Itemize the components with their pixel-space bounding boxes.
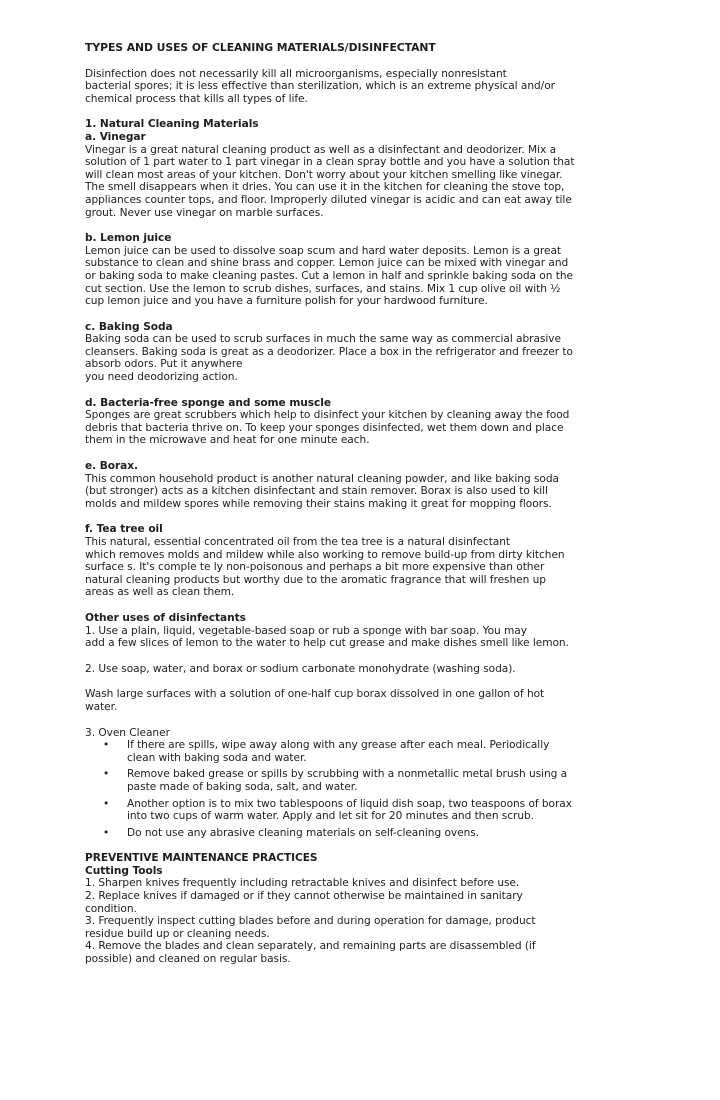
list-item: • Remove baked grease or spills by scrubbing with a nonmetallic metal brush using a paste made of baking soda, salt, and water. — [103, 768, 568, 793]
list-item: • Another option is to mix two tablespoons of liquid dish soap, two teaspoons of borax into two cups of warm water. Apply and let sit for 20 minutes and then scrub. — [103, 797, 572, 823]
section-heading-other-uses: Other uses of disinfectants — [85, 611, 246, 624]
material-body: This natural, essential concentrated oil from the tea tree is a natural disinfectant which removes molds and mildew while also working to remove build-up from dirty kitchen surface s. It's comple te ly non-poisonous and perhaps a bit more expensive than other natural cleaning products but worthy due to the aromatic fragrance that will freshen up areas as well as clean them. — [85, 536, 565, 599]
oven-cleaner-heading: 3. Oven Cleaner — [85, 726, 170, 739]
material-body: Sponges are great scrubbers which help to disinfect your kitchen by cleaning away the food debris that bacteria thrive on. To keep your sponges disinfected, wet them down and place them in the microwave and heat for one minute each. — [85, 409, 570, 447]
oven-cleaner-list — [85, 739, 645, 839]
list-item: • If there are spills, wipe away along with any grease after each meal. Periodically clean with baking soda and water. — [103, 739, 550, 764]
material-heading: d. Bacteria-free sponge and some muscle — [85, 396, 331, 409]
bullet-icon: • — [103, 739, 110, 752]
subheading-cutting-tools: Cutting Tools — [85, 864, 163, 877]
other-use-item-2: 2. Use soap, water, and borax or sodium carbonate monohydrate (washing soda). — [85, 662, 516, 675]
material-borax — [85, 460, 645, 510]
material-lemon-juice — [85, 232, 645, 308]
material-body: Lemon juice can be used to dissolve soap scum and hard water deposits. Lemon is a great substance to clean and shine brass and copper. Lemon juice can be mixed with vinegar and or baking soda to make cleaning pastes. Cut a lemon in half and sprinkle baking soda on the cut section. Use the lemon to scrub dishes, surfaces, and stains. Mix 1 cup olive oil with ½ cup lemon juice and you have a furniture polish for your hardwood furniture. — [85, 244, 573, 308]
document-page — [85, 42, 645, 966]
bullet-icon: • — [103, 826, 110, 839]
material-heading: c. Baking Soda — [85, 320, 173, 333]
material-tea-tree-oil — [85, 523, 645, 599]
cutting-tools-item: 4. Remove the blades and clean separately, and remaining parts are disassembled (if possible) and cleaned on regular basis. — [85, 940, 536, 966]
material-body: This common household product is another natural cleaning powder, and like baking soda (but stronger) acts as a kitchen disinfectant and stain remover. Borax is also used to kill molds and mildew spores while removing their stains making it great for mopping floors. — [85, 472, 559, 510]
material-body: Vinegar is a great natural cleaning product as well as a disinfectant and deodorizer. Mix a solution of 1 part water to 1 part vinegar in a clean spray bottle and you have a solution that will clean most areas of your kitchen. Don't worry about your kitchen smelling like vinegar. The smell disappears when it dries. You can use it in the kitchen for cleaning the stove top, appliances counter tops, and floor. Improperly diluted vinegar is acidic and can eat away tile grout. Never use vinegar on marble surfaces. — [85, 143, 575, 219]
cutting-tools-item: 1. Sharpen knives frequently including retractable knives and disinfect before use. — [85, 877, 520, 890]
material-sponge — [85, 397, 645, 447]
material-heading: f. Tea tree oil — [85, 523, 163, 536]
intro-paragraph: Disinfection does not necessarily kill all microorganisms, especially nonresistant bacterial spores; it is less effective than sterilization, which is an extreme physical and/or chemical process that kills all types of life. — [85, 67, 555, 105]
material-heading: b. Lemon juice — [85, 232, 172, 245]
bullet-icon: • — [103, 768, 110, 781]
other-use-item-1: 1. Use a plain, liquid, vegetable-based soap or rub a sponge with bar soap. You may add a few slices of lemon to the water to help cut grease and make dishes smell like lemon. — [85, 624, 569, 650]
cutting-tools-item: 2. Replace knives if damaged or if they cannot otherwise be maintained in sanitary condition. — [85, 890, 523, 915]
material-heading: e. Borax. — [85, 460, 139, 473]
list-item: • Do not use any abrasive cleaning materials on self-cleaning ovens. — [103, 826, 480, 839]
material-baking-soda — [85, 321, 645, 384]
section-heading-natural-cleaning: 1. Natural Cleaning Materials — [85, 118, 259, 131]
material-heading: a. Vinegar — [85, 130, 146, 143]
cutting-tools-item: 3. Frequently inspect cutting blades before and during operation for damage, product residue build up or cleaning needs. — [85, 915, 536, 940]
section-heading-preventive: PREVENTIVE MAINTENANCE PRACTICES — [85, 852, 318, 865]
wash-instruction: Wash large surfaces with a solution of one-half cup borax dissolved in one gallon of hot water. — [85, 688, 545, 713]
material-vinegar — [85, 131, 645, 219]
bullet-icon: • — [103, 797, 110, 810]
document-title: TYPES AND USES OF CLEANING MATERIALS/DISINFECTANT — [85, 41, 436, 54]
material-body: Baking soda can be used to scrub surfaces in much the same way as commercial abrasive cleansers. Baking soda is great as a deodorizer. Place a box in the refrigerator and freezer to absorb odors. Put it anywhere you need deodorizing action. — [85, 333, 573, 384]
